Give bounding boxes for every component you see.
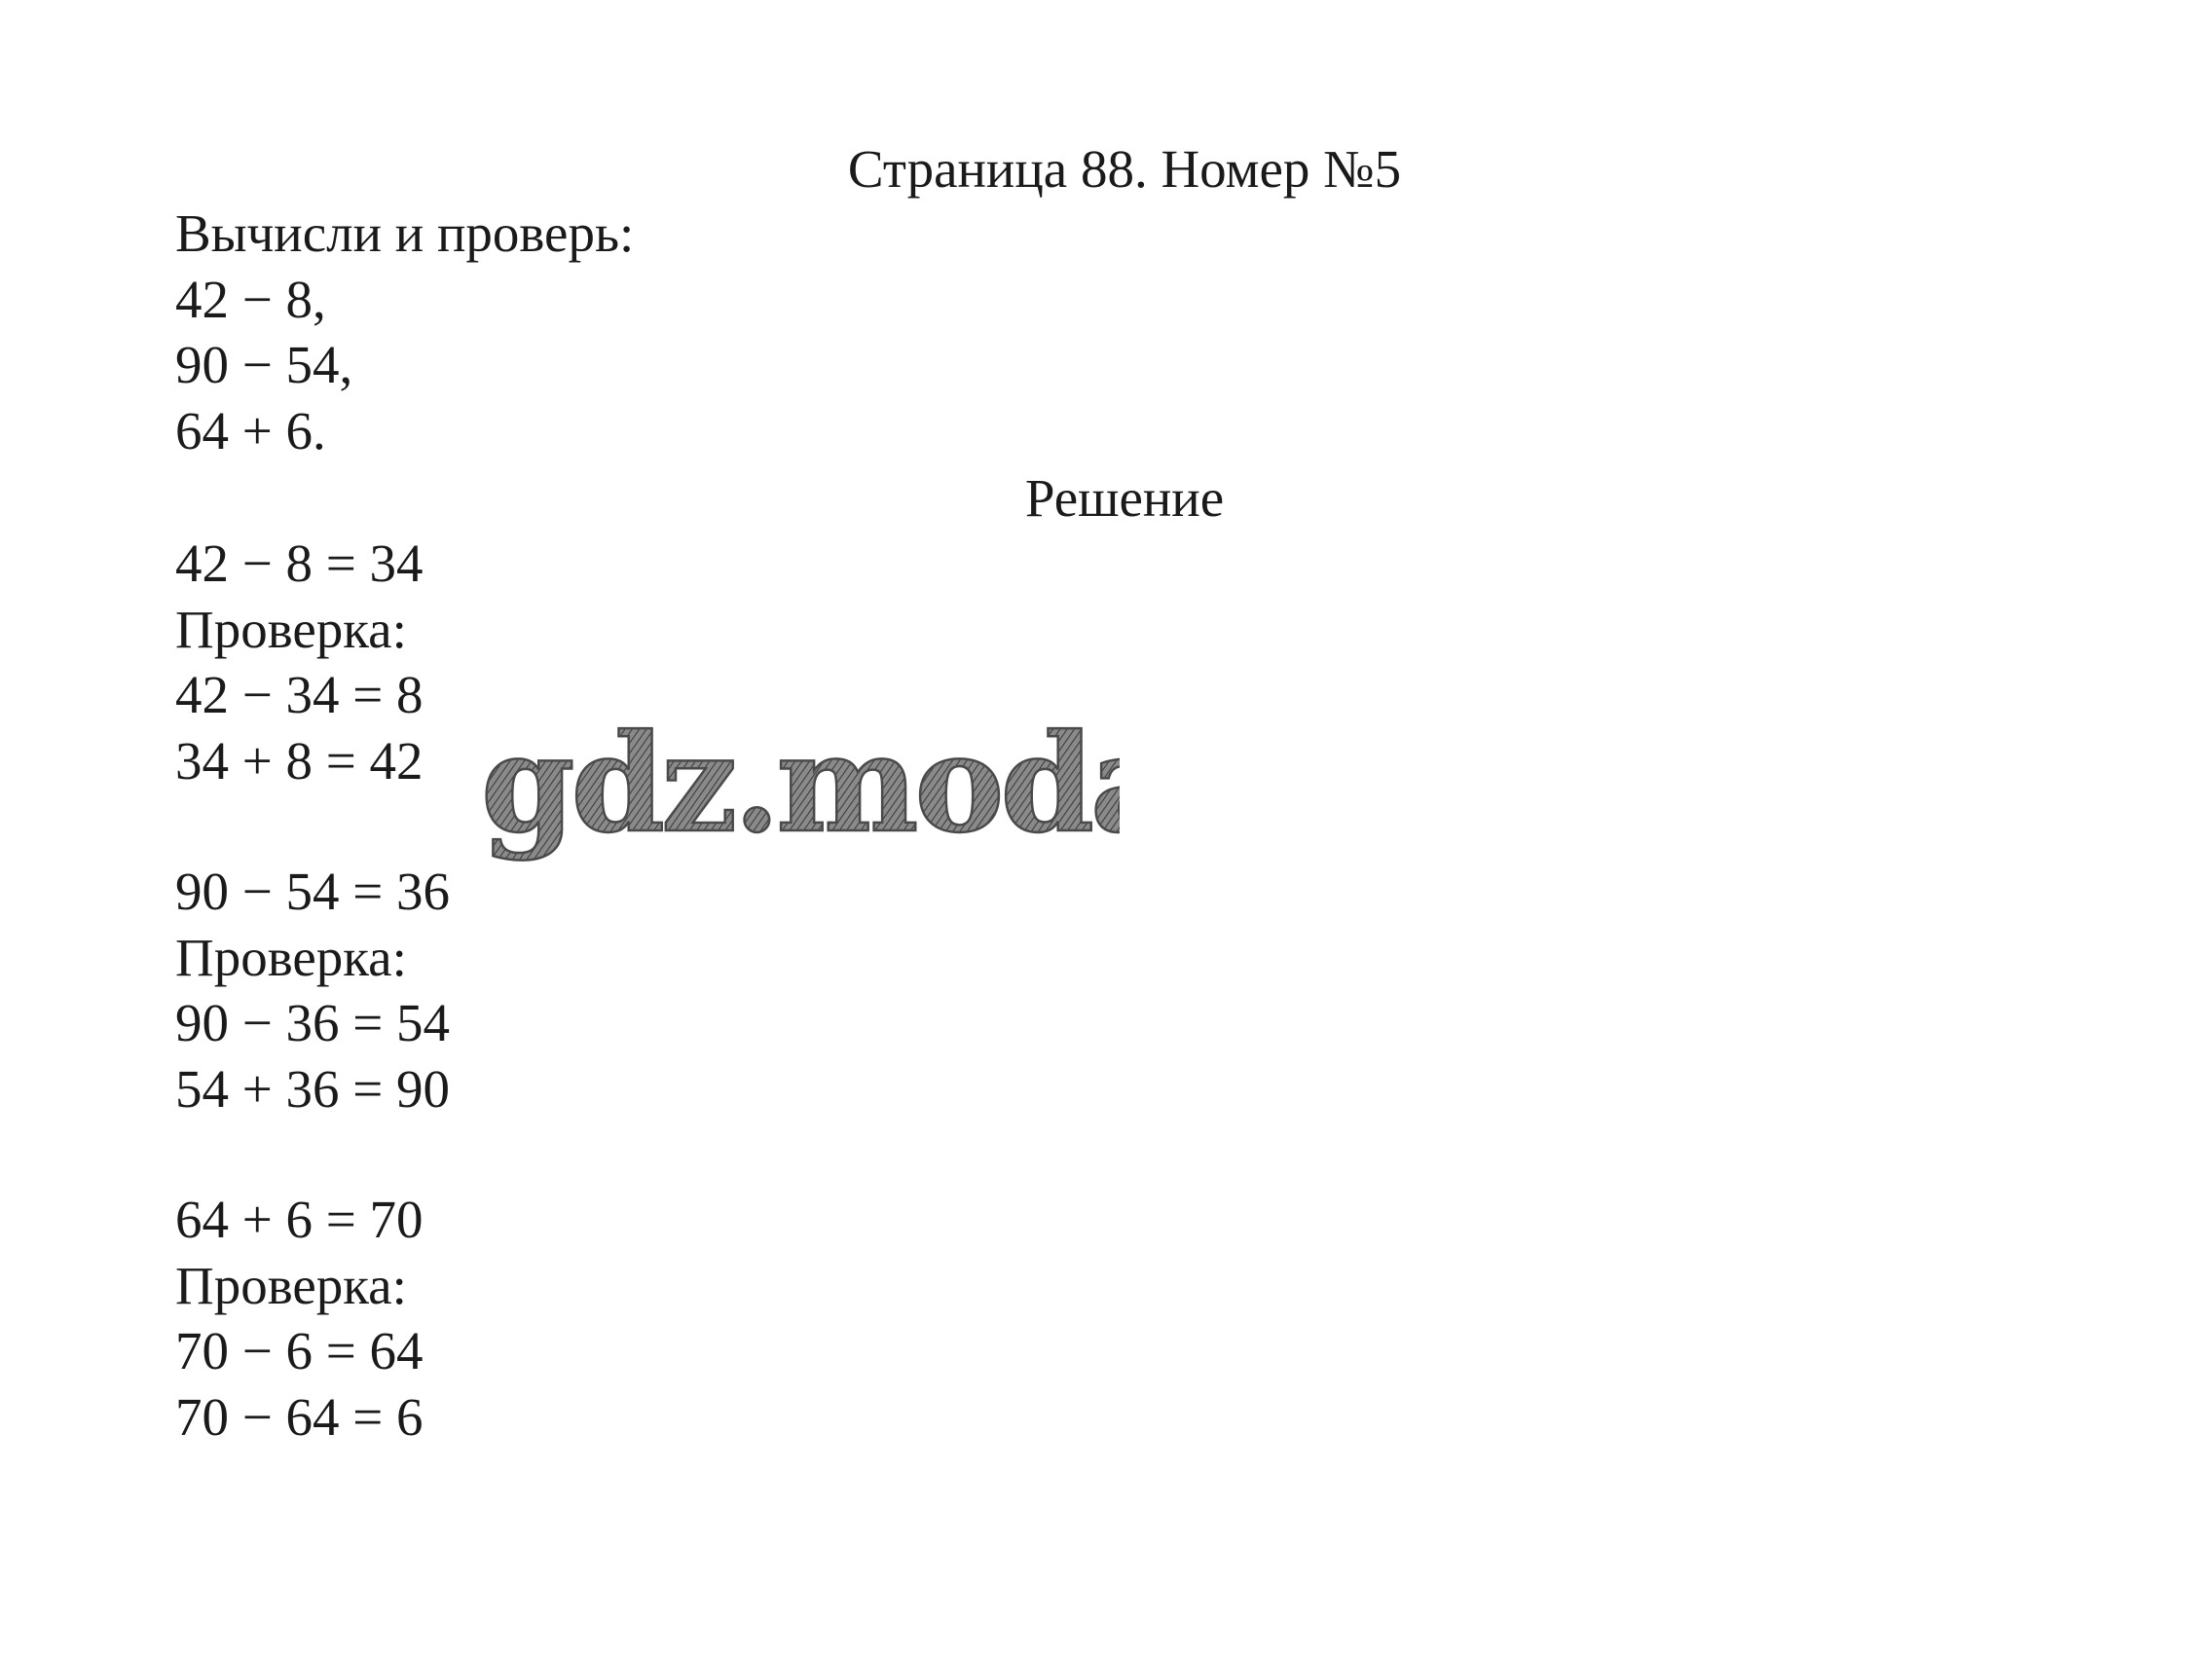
page-title: Страница 88. Номер №5 [847,139,1402,199]
check-label: Проверка: [175,1255,407,1315]
solution-heading: Решение [1024,468,1225,528]
check-equation: 42 − 34 = 8 [175,665,424,724]
solution-equation: 64 + 6 = 70 [175,1190,424,1249]
watermark-graphic [477,716,1120,871]
check-equation: 70 − 6 = 64 [175,1321,424,1380]
solution-block [175,859,450,1121]
solution-block [175,531,424,793]
solution-equation: 42 − 8 = 34 [175,533,424,593]
check-equation: 54 + 36 = 90 [175,1058,451,1119]
solution-block [175,1187,424,1450]
check-equation: 70 − 64 = 6 [175,1386,424,1447]
task-item: 90 − 54, [175,335,353,394]
task-item: 42 − 8, [175,269,326,329]
check-label: Проверка: [175,599,407,659]
check-equation: 90 − 36 = 54 [175,993,451,1052]
check-label: Проверка: [175,927,407,987]
task-item: 64 + 6. [175,400,326,460]
watermark-text: gdz.moda [481,716,1120,863]
check-equation: 34 + 8 = 42 [175,730,424,790]
task-block [175,201,634,463]
task-prompt: Вычисли и проверь: [175,203,635,263]
watermark-logo [477,716,1120,871]
solution-equation: 90 − 54 = 36 [175,862,451,921]
